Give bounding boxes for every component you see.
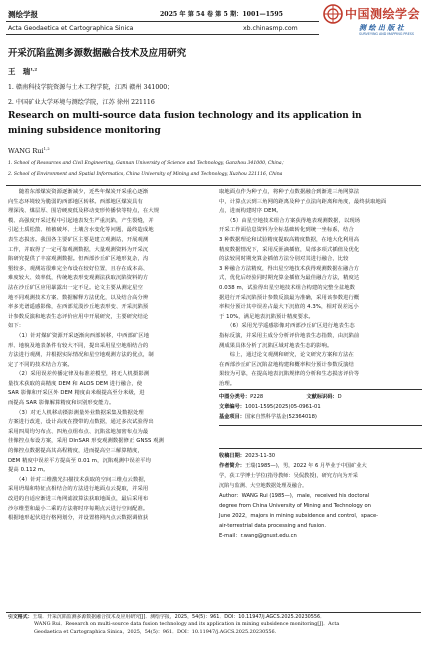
fund-value: 国家自然科学基金(52364018)	[244, 414, 317, 420]
body-text-line: 的像控点数据提高其高程精度，进而提高空三解算精度，	[8, 448, 143, 455]
body-text-line: 模、高强度开采过程中引起地表发生严重沉陷，产生裂缝，并	[8, 217, 154, 224]
body-text-line: 测成果具体分析了沉陷区域对地表生态的影响。	[219, 342, 333, 349]
affiliation-cn-2: 2. 中国矿业大学环境与测绘学院，江苏 徐州 221116	[8, 99, 155, 106]
issn-value: 1001-1595(2025)05-0961-01	[244, 404, 321, 410]
body-text-line: 沙尔维型和最小二乘的方法将时序每期点云进行空间配准。	[8, 505, 149, 512]
bio-en-line: Author：WANG Rui (1985—)，male，received his doctoral	[219, 493, 370, 499]
body-text-line: 埋深浅、煤层厚、围岩硬度低及移动变形传播快等特点，在大规	[8, 208, 160, 215]
logo-sub: 测 绘 出 版 社	[359, 23, 404, 32]
body-text-line: 法在沙丘矿区应用暴露出一定不足。论文主要从测定星空	[8, 284, 143, 291]
body-text-line: （4）针对三维激光扫描技术获取的空间三维点云数据，	[8, 476, 150, 483]
author-email[interactable]: E-mail：r.wang@gnust.edu.cn	[219, 533, 297, 539]
body-text-line: 的法较同时期充算金插值方法分别对其进行融合，比较	[219, 256, 349, 263]
body-text-line: 随着东部煤炭资源逐渐减少，近些年煤炭开采重心逐渐	[8, 189, 149, 195]
body-text-line: （2）采用误差传播定律及标准差模型，将无人机摄影测	[8, 371, 150, 378]
body-text-line: 难度较大、效率低，传统地表形变观测法获取沉陷资料的方	[8, 275, 149, 282]
body-text-line: 佳像控点布设方案，采用 DInSAR 形变观测数据修正 GNSS 观测	[8, 438, 165, 445]
body-text-line: 0.038 m，试验得出星空地技术组合构建的完整全盆地数	[219, 284, 356, 291]
doc-code-value: D	[337, 394, 342, 400]
citation-en-2: Geodaetica et Cartographica Sinica，2025，54(5)：961．DOI：10.11947/j.AGCS.2025.20230556.	[34, 628, 277, 635]
fund-label: 基金项目：	[219, 414, 245, 420]
citation-en-1: WANG Rui．Research on multi-source data fusion technology and its application in mining subsidence monitoring[J]．Acta	[34, 621, 340, 628]
body-text-line: （6）采用光学遥感影像对西部沙丘矿区进行地表生态	[219, 323, 355, 330]
body-text-line: （1）针对煤矿资源开采逐渐向西部转移，中西部矿区地	[8, 332, 150, 339]
body-text-line: 壑较多，观测站很难完全布设在较好位置，且存在成本高、	[8, 265, 149, 272]
logo-emblem-icon	[323, 4, 343, 24]
journal-name-en: Acta Geodaetica et Cartographica Sinica	[8, 25, 134, 32]
body-text-line: 形、地貌及地表条件有较大不同，提出采用星空地相结合的	[8, 342, 149, 349]
body-text-line: 开采工作面信息资料为全标基础转化到统一坐标系，结合	[219, 227, 354, 234]
body-text-line: 引起土质松散、植被破坏、土壤含水变化等问题，最终造成地	[8, 227, 154, 234]
title-en-line-2: mining subsidence monitoring	[8, 126, 161, 136]
body-text-line: 精度数据情况下，采用反匪滴插值，局部多项式插值及优化	[219, 246, 360, 253]
body-text-line: 指标反演，并采用主成分分析评价地表生态指数，由沉陷前	[219, 332, 360, 339]
doc-code-label: 文献标识码：	[306, 394, 338, 400]
body-text-line: 率积分预计其中误差占最大下沉值的 4.3%，相对误差远小	[219, 304, 359, 311]
body-text-line: 地不同观测技术方案、数据解释方法优化，以及结合高分辨	[8, 294, 149, 301]
body-text-line: 式，优化后经验同时期充算金插值为最佳融合方法，精度达	[219, 275, 360, 282]
title-en-line-1: Research on multi-source data fusion technology and its application in	[8, 111, 362, 121]
body-text-line: 采用坍塌和特征点相结合的方法进行地面点云提取，并采用	[8, 486, 149, 493]
title-cn: 开采沉陷监测多源数据融合技术及应用研究	[8, 48, 187, 59]
bio-cn-line: 王瑞(1985—)，男，2022 年 6 月毕业于中国矿业大	[244, 463, 367, 469]
issue-line: 2025 年 第 54 卷 第 5 期：1001—1595	[160, 11, 283, 18]
body-text-line: 量技术获取的高精度 DEM 和 ALOS DEM 进行融合，使	[8, 380, 143, 387]
body-text-line: 据进行开采沉陷预计参数反演最为准确，采用该参数进行概	[219, 294, 360, 301]
body-text-line: DEM 精度中误差平方提高至 0.01 m，沉陷观测中误差平均	[8, 457, 152, 464]
affiliation-en-2: 2. School of Environment and Spatial Informatics, China University of Mining and Technology, Xuzhou 221116, China	[8, 172, 283, 177]
body-text-line: 如下：	[8, 323, 25, 330]
bio-en-line: degree from China University of Mining and Technology on	[219, 503, 371, 509]
body-text-line: 点，进而构建时序 DEM。	[219, 208, 282, 215]
body-text-line: （5）由星空地技术组合方案获得地表观测数据，以现场	[219, 217, 361, 224]
logo-sub-en: SURVEYING AND MAPPING PRESS	[359, 32, 414, 36]
body-text-line: 根据地形起伏进行格网划分，并设置格网内点云数据调值获	[8, 515, 149, 522]
left-column	[8, 188, 211, 606]
affiliation-cn-1: 1. 赣南科技学院资源与土木工程学院，江西 赣州 341000；	[8, 84, 174, 91]
body-text-line: 方案进行改进，设计高度在搜带的点数据，通过多次试验得出	[8, 419, 154, 426]
bio-en-line: air-terrestrial data processing and fusion.	[219, 523, 327, 529]
affiliation-en-1: 1. School of Resources and Civil Engineering, Gannan University of Science and Technology, Ganzhou 341000, China；	[8, 161, 287, 166]
body-text-line: 采用四周均匀布点、四角点组布点、沉陷盆地加密布点为最	[8, 428, 149, 435]
body-text-line: 治理。	[219, 380, 236, 387]
body-text-line: 向生态环境较为脆弱的西部地区转移。西部地区煤炭具有	[8, 198, 143, 205]
body-text-line: 提高 0.112 m。	[8, 467, 49, 474]
journal-site[interactable]: xb.chinasmp.com	[243, 25, 298, 32]
received-label: 收稿日期：	[219, 453, 245, 459]
body-text-line: 3 种融合方法精度，得出星空地技术获得观测数据在融合方	[219, 265, 360, 272]
body-text-line: 改进的自适应渐进三角网滤波算法获取地面点，最后采用布	[8, 496, 149, 502]
author-cn: 王 瑞$^{1,2}$	[8, 66, 38, 76]
clc-value: P228	[250, 394, 264, 400]
body-text-line: 陷研究提供了丰富观测数据。但西部沙丘矿区地形复杂，沟	[8, 256, 149, 263]
citation-label: 引文格式：	[8, 614, 33, 620]
body-text-line: SAR 影像和开采区外 DEM 精度由米级提高至分米级，进	[8, 390, 145, 397]
citation-cn: 王瑞．开采沉陷监测多源数据融合技术及应用研究[J]．测绘学报，2025，54(5)：961．DOI：10.11947/j.AGCS.2025.20230556．	[32, 614, 326, 620]
body-text-line: 于 10%，满足地表沉陷预计精度要求。	[219, 313, 314, 320]
body-text-line: 果较为可靠，在提高地表沉陷规律的分析和生态损害评价等	[219, 371, 360, 378]
body-text-line: 率多光谱遥感影像，在西部荒漠沙丘地表形变、开采沉陷预	[8, 304, 149, 311]
bio-cn-line: 沉陷与监测、大空地数据处理及融合。	[219, 483, 308, 489]
body-text-line: 工作，并取得了一定可靠观测数据，大量观测资料为开采沉	[8, 246, 149, 253]
bio-en-line: June 2022，majors in mining subsidence and control，space-	[219, 513, 379, 519]
body-text-line: 表生态损害。我国各主要矿区主要是建立观测站，开展观测	[8, 236, 149, 243]
right-column	[219, 188, 422, 392]
body-text-line: 定了不同的技术结合方案。	[8, 361, 73, 368]
body-text-line: 中，计算点云到三角网的距离及种子点法向距离和角度，最终获取地面	[219, 198, 387, 205]
body-text-line: 3 种数据理论和试验精度提取高精度数据，在地大化利用高	[219, 236, 360, 243]
body-text-line: （3）对无人机移动摄影测量外业数据采集及数据处理	[8, 409, 144, 416]
body-text-line: 取地面点作为种子点，将种子点数据融合到渐进三角网算法	[219, 189, 360, 195]
body-text-line: 计参数反演和地表生态评价应用中开展研究，主要研究结论	[8, 313, 149, 320]
body-text-line: 方法进行观测，并根据实际情况和星空地观测方法的优点，制	[8, 352, 154, 359]
clc-label: 中图分类号：	[219, 394, 251, 400]
author-en: WANG Rui$^{1,2}$	[8, 146, 50, 156]
body-text-line: 综上，通过论文观测和研究，论文研究方案和方法在	[219, 352, 354, 359]
issn-label: 文章编号：	[219, 404, 245, 410]
journal-name: 测绘学报	[8, 10, 38, 19]
bio-cn-line: 学，获工学博士学位(指导教师：吴侃教授)，研究方向为开采	[219, 473, 358, 479]
metadata-block	[219, 389, 422, 541]
logo-text: 中国测绘学会	[345, 7, 421, 21]
received-value: 2023-11-30	[244, 453, 276, 459]
author-bio-label: 作者简介：	[219, 463, 245, 469]
body-text-line: 在西部沙丘矿区沉陷盆地构建和概率积分预计参数反演结	[219, 361, 354, 368]
logo	[323, 3, 423, 39]
citation-block	[8, 614, 420, 636]
body-text-line: 而提高 SAR 影像解算精度和识别形变能力。	[8, 400, 115, 407]
